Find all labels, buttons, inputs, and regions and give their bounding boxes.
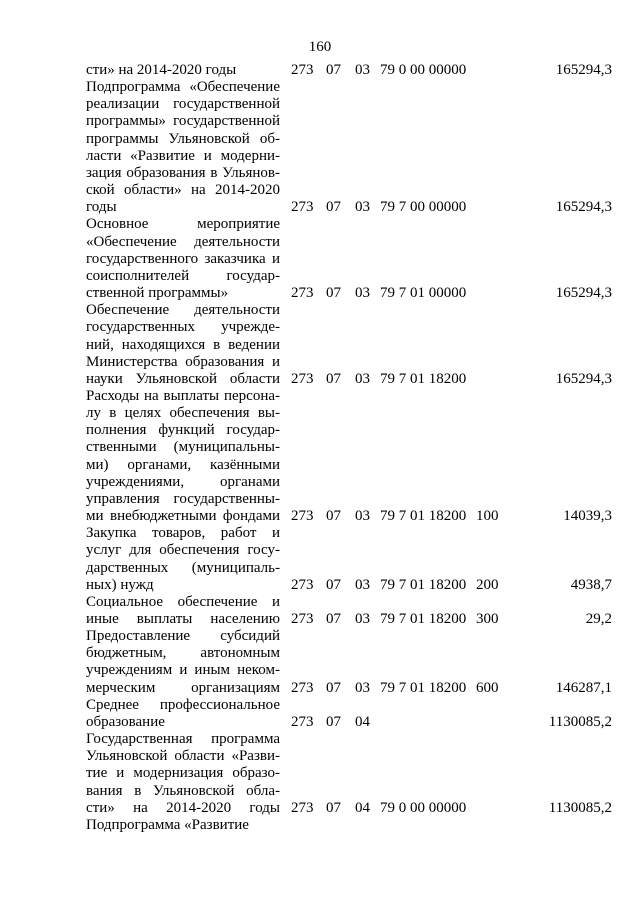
admin-code: 273 xyxy=(291,508,314,525)
description-line: Подпрограмма «Развитие xyxy=(86,816,249,833)
table-row xyxy=(0,525,640,594)
description-line: Подпрограмма «Обеспечение xyxy=(86,79,280,96)
section-code: 07 xyxy=(326,508,341,525)
row-codes xyxy=(0,611,640,628)
description-line: Министерства образования и xyxy=(86,353,280,370)
description-line: программы Ульяновской об- xyxy=(86,130,280,147)
admin-code: 273 xyxy=(291,285,314,302)
description-line: сти» на 2014-2020 годы xyxy=(86,799,280,816)
description-line: ственной программы» xyxy=(86,285,229,302)
description-line: ми) органами, казёнными xyxy=(86,456,280,473)
description-line: «Обеспечение деятельности xyxy=(86,233,280,250)
row-codes xyxy=(0,800,640,817)
section-code: 07 xyxy=(326,679,341,696)
amount-value: 1130085,2 xyxy=(548,799,612,816)
description-line: учреждениям и иным неком- xyxy=(86,662,280,679)
amount-value: 146287,1 xyxy=(555,679,612,696)
section-code: 07 xyxy=(326,799,341,816)
row-codes xyxy=(0,714,640,731)
section-code: 07 xyxy=(326,62,341,79)
section-code: 07 xyxy=(326,714,341,731)
table-row xyxy=(0,388,640,525)
description-line: Основное мероприятие xyxy=(86,216,280,233)
target-article-code: 79 7 01 18200 xyxy=(380,508,467,525)
row-codes xyxy=(0,199,640,216)
admin-code: 273 xyxy=(291,62,314,79)
expense-type-code: 200 xyxy=(476,576,499,593)
subsection-code: 03 xyxy=(355,199,370,216)
amount-value: 165294,3 xyxy=(555,199,612,216)
description-line: образование xyxy=(86,713,165,730)
budget-table xyxy=(0,62,640,834)
description-line: бюджетным, автономным xyxy=(86,645,280,662)
section-code: 07 xyxy=(326,199,341,216)
description-line: ных) нужд xyxy=(86,576,154,593)
description-line: Ульяновской области «Разви- xyxy=(86,748,280,765)
subsection-code: 03 xyxy=(355,508,370,525)
target-article-code: 79 7 01 18200 xyxy=(380,370,467,387)
description-line: программы» государственной xyxy=(86,113,280,130)
table-row xyxy=(0,697,640,731)
target-article-code: 79 7 01 18200 xyxy=(380,679,467,696)
amount-value: 165294,3 xyxy=(555,62,612,79)
subsection-code: 04 xyxy=(355,799,370,816)
amount-value: 14039,3 xyxy=(563,508,612,525)
description-line: соисполнителей государ- xyxy=(86,267,280,284)
admin-code: 273 xyxy=(291,799,314,816)
amount-value: 4938,7 xyxy=(570,576,612,593)
description-line: вания в Ульяновской обла- xyxy=(86,782,280,799)
table-row xyxy=(0,216,640,302)
section-code: 07 xyxy=(326,576,341,593)
description-line: дарственных (муниципаль- xyxy=(86,559,280,576)
description-line: государственного заказчика и xyxy=(86,250,280,267)
description-line: ской области» на 2014-2020 xyxy=(86,182,280,199)
expense-type-code: 100 xyxy=(476,508,499,525)
description-line: мерческим организациям xyxy=(86,679,280,696)
expense-type-code: 600 xyxy=(476,679,499,696)
subsection-code: 03 xyxy=(355,370,370,387)
subsection-code: 03 xyxy=(355,285,370,302)
table-row xyxy=(0,817,640,834)
description-line: тие и модернизация образо- xyxy=(86,765,280,782)
description-line: учреждениями, органами xyxy=(86,473,280,490)
description-line: Обеспечение деятельности xyxy=(86,302,280,319)
table-row xyxy=(0,79,640,216)
row-codes xyxy=(0,508,640,525)
page-number: 160 xyxy=(308,39,332,55)
description-line: полнения функций государ- xyxy=(86,422,280,439)
description-line: иные выплаты населению xyxy=(86,611,280,627)
row-codes xyxy=(0,577,640,594)
description-line: реализации государственной xyxy=(86,96,280,113)
target-article-code: 79 7 00 00000 xyxy=(380,199,467,216)
target-article-code: 79 7 01 18200 xyxy=(380,576,467,593)
target-article-code: 79 7 01 18200 xyxy=(380,611,467,628)
target-article-code: 79 7 01 00000 xyxy=(380,285,467,302)
description-line: Социальное обеспечение и xyxy=(86,593,280,610)
admin-code: 273 xyxy=(291,370,314,387)
description-line: зация образования в Ульянов- xyxy=(86,164,280,181)
subsection-code: 03 xyxy=(355,576,370,593)
admin-code: 273 xyxy=(291,576,314,593)
admin-code: 273 xyxy=(291,679,314,696)
section-code: 07 xyxy=(326,285,341,302)
admin-code: 273 xyxy=(291,714,314,731)
description-line: сти» на 2014-2020 годы xyxy=(86,62,237,78)
description-line: Предоставление субсидий xyxy=(86,628,280,645)
description-line: ми внебюджетными фондами xyxy=(86,508,280,525)
description-line: ственными (муниципальны- xyxy=(86,439,280,456)
table-row xyxy=(0,62,640,79)
amount-value: 1130085,2 xyxy=(548,714,612,731)
table-row xyxy=(0,302,640,388)
section-code: 07 xyxy=(326,370,341,387)
description-line: ласти «Развитие и модерни- xyxy=(86,147,280,164)
row-description xyxy=(86,388,280,525)
subsection-code: 03 xyxy=(355,611,370,628)
description-line: годы xyxy=(86,199,117,216)
table-row xyxy=(0,731,640,817)
table-row xyxy=(0,594,640,628)
subsection-code: 04 xyxy=(355,714,370,731)
subsection-code: 03 xyxy=(355,679,370,696)
section-code: 07 xyxy=(326,611,341,628)
admin-code: 273 xyxy=(291,611,314,628)
description-line: услуг для обеспечения госу- xyxy=(86,542,280,559)
description-line: науки Ульяновской области xyxy=(86,370,280,387)
amount-value: 165294,3 xyxy=(555,285,612,302)
expense-type-code: 300 xyxy=(476,611,499,628)
subsection-code: 03 xyxy=(355,62,370,79)
description-line: Расходы на выплаты персона- xyxy=(86,387,280,404)
row-codes xyxy=(0,817,640,834)
description-line: Государственная программа xyxy=(86,731,280,748)
description-line: Среднее профессиональное xyxy=(86,696,280,713)
target-article-code: 79 0 00 00000 xyxy=(380,799,467,816)
row-codes xyxy=(0,285,640,302)
amount-value: 29,2 xyxy=(585,611,612,628)
description-line: государственных учрежде- xyxy=(86,319,280,336)
table-row xyxy=(0,628,640,697)
admin-code: 273 xyxy=(291,199,314,216)
description-line: ний, находящихся в ведении xyxy=(86,336,280,353)
description-line: лу в целях обеспечения вы- xyxy=(86,405,280,422)
description-line: Закупка товаров, работ и xyxy=(86,525,280,542)
row-description xyxy=(86,79,280,216)
row-codes xyxy=(0,680,640,697)
row-codes xyxy=(0,62,640,79)
description-line: управления государственны- xyxy=(86,490,280,507)
row-codes xyxy=(0,371,640,388)
amount-value: 165294,3 xyxy=(555,370,612,387)
target-article-code: 79 0 00 00000 xyxy=(380,62,467,79)
